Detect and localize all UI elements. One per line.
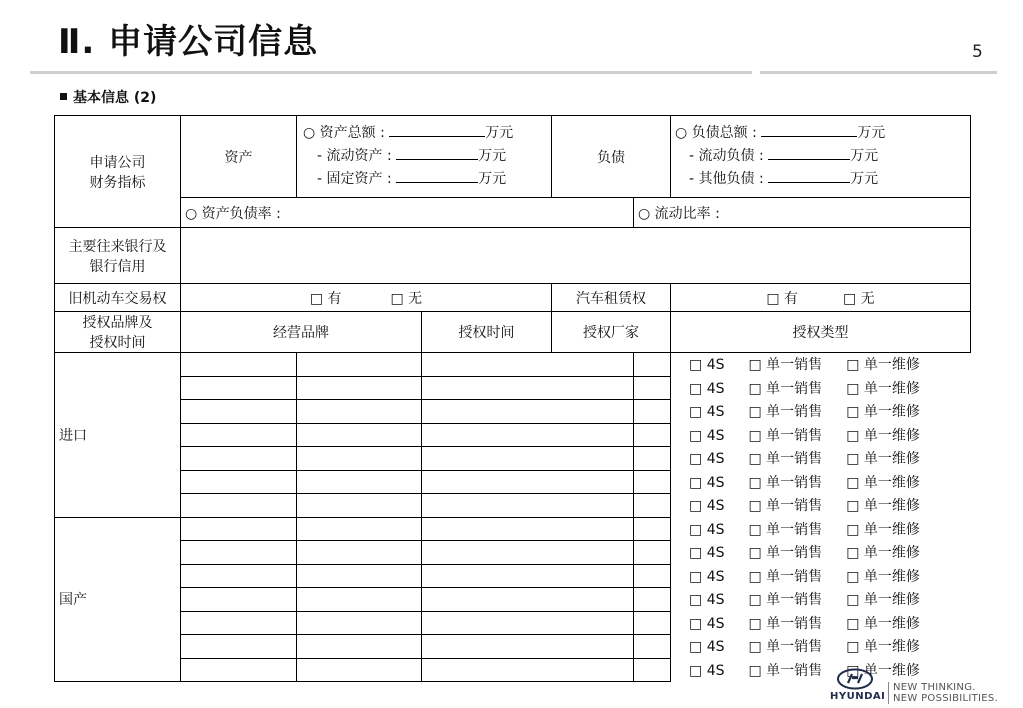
brand-cell[interactable] — [181, 541, 297, 565]
type-4s-checkbox[interactable]: □ 4S — [689, 545, 725, 562]
auth-time-cell[interactable] — [297, 541, 422, 565]
current-ratio-cell[interactable] — [634, 198, 971, 228]
current-assets-label: - 流动资产 : — [317, 148, 397, 164]
table-row — [55, 517, 971, 541]
group-label: 进口 — [55, 353, 181, 518]
type-4s-checkbox[interactable]: □ 4S — [689, 404, 725, 421]
auth-time-cell[interactable] — [297, 635, 422, 659]
total-assets-field[interactable] — [389, 122, 485, 137]
type-service-only-checkbox[interactable]: □ 单一维修 — [846, 615, 920, 632]
type-service-only-checkbox[interactable]: □ 单一维修 — [846, 380, 920, 397]
assets-fields — [297, 116, 552, 198]
table-row — [55, 470, 971, 494]
liabilities-fields — [671, 116, 971, 198]
authorization-label-2: 授权时间 — [89, 335, 146, 351]
group-label: 国产 — [55, 517, 181, 682]
auth-type-cell — [634, 376, 920, 400]
brand-cell[interactable] — [181, 611, 297, 635]
current-ratio-label: ○ 流动比率 : — [638, 205, 720, 222]
manufacturer-cell[interactable] — [422, 353, 634, 377]
brand-cell[interactable] — [181, 658, 297, 682]
auth-time-cell[interactable] — [297, 658, 422, 682]
header-manufacturer: 授权厂家 — [552, 312, 671, 353]
type-4s-checkbox[interactable]: □ 4S — [689, 427, 725, 444]
total-assets-label: ○ 资产总额 : — [303, 125, 390, 141]
rental-options — [671, 284, 971, 312]
authorization-rows — [55, 353, 971, 682]
hyundai-logo — [830, 668, 1000, 704]
type-service-only-checkbox[interactable]: □ 单一维修 — [846, 498, 920, 515]
financial-label — [55, 116, 181, 228]
manufacturer-cell[interactable] — [422, 541, 634, 565]
unit-label: 万元 — [485, 125, 514, 141]
used-car-no-checkbox[interactable]: □ 无 — [390, 290, 423, 307]
used-car-options — [181, 284, 552, 312]
tagline-line-1: NEW THINKING. — [893, 682, 976, 693]
manufacturer-cell[interactable] — [422, 658, 634, 682]
current-liabilities-label: - 流动负债 : — [689, 148, 769, 164]
type-sales-only-checkbox[interactable]: □ 单一销售 — [748, 545, 823, 562]
type-sales-only-checkbox[interactable]: □ 单一销售 — [748, 404, 823, 421]
auth-time-cell[interactable] — [297, 447, 422, 471]
type-sales-only-checkbox[interactable]: □ 单一销售 — [748, 357, 823, 374]
auth-type-cell — [634, 447, 920, 471]
bank-label — [55, 228, 181, 284]
header-divider-left — [30, 71, 752, 74]
auth-type-cell — [634, 423, 920, 447]
type-service-only-checkbox[interactable]: □ 单一维修 — [846, 592, 920, 609]
type-sales-only-checkbox[interactable]: □ 单一销售 — [748, 498, 823, 515]
brand-cell[interactable] — [181, 588, 297, 612]
header-brand: 经营品牌 — [181, 312, 422, 353]
table-row — [55, 564, 971, 588]
brand-cell[interactable] — [181, 423, 297, 447]
liabilities-label: 负债 — [552, 116, 671, 198]
auth-time-cell[interactable] — [297, 588, 422, 612]
auth-type-cell — [634, 517, 920, 541]
table-row — [55, 635, 971, 659]
used-car-label: 旧机动车交易权 — [55, 284, 181, 312]
square-bullet-icon — [60, 93, 67, 100]
auth-type-cell — [634, 588, 920, 612]
type-4s-checkbox[interactable]: □ 4S — [689, 615, 725, 632]
type-service-only-checkbox[interactable]: □ 单一维修 — [846, 662, 920, 679]
type-4s-checkbox[interactable]: □ 4S — [689, 592, 725, 609]
type-sales-only-checkbox[interactable]: □ 单一销售 — [748, 474, 823, 491]
type-4s-checkbox[interactable]: □ 4S — [689, 521, 725, 538]
type-sales-only-checkbox[interactable]: □ 单一销售 — [748, 380, 823, 397]
manufacturer-cell[interactable] — [422, 635, 634, 659]
debt-ratio-cell[interactable] — [181, 198, 634, 228]
manufacturer-cell[interactable] — [422, 494, 634, 518]
manufacturer-cell[interactable] — [422, 588, 634, 612]
type-4s-checkbox[interactable]: □ 4S — [689, 380, 725, 397]
type-service-only-checkbox[interactable]: □ 单一维修 — [846, 404, 920, 421]
auth-time-cell[interactable] — [297, 517, 422, 541]
authorization-label-1: 授权品牌及 — [82, 315, 153, 331]
type-service-only-checkbox[interactable]: □ 单一维修 — [846, 639, 920, 656]
auth-type-cell — [634, 494, 920, 518]
bank-label-2: 银行信用 — [89, 258, 146, 275]
type-sales-only-checkbox[interactable]: □ 单一销售 — [748, 662, 823, 679]
unit-label: 万元 — [478, 171, 507, 187]
table-row — [55, 588, 971, 612]
other-liabilities-label: - 其他负债 : — [689, 171, 769, 187]
brand-cell[interactable] — [181, 376, 297, 400]
table-row — [55, 541, 971, 565]
brand-cell[interactable] — [181, 400, 297, 424]
auth-time-cell[interactable] — [297, 423, 422, 447]
brand-cell[interactable] — [181, 564, 297, 588]
brand-tagline — [893, 682, 998, 704]
bank-value-cell[interactable] — [181, 228, 971, 284]
type-4s-checkbox[interactable]: □ 4S — [689, 568, 725, 585]
type-sales-only-checkbox[interactable]: □ 单一销售 — [748, 639, 823, 656]
type-sales-only-checkbox[interactable]: □ 单一销售 — [748, 521, 823, 538]
other-liabilities-field[interactable] — [768, 168, 850, 183]
brand-cell[interactable] — [181, 494, 297, 518]
table-row — [55, 447, 971, 471]
type-4s-checkbox[interactable]: □ 4S — [689, 498, 725, 515]
total-liabilities-label: ○ 负债总额 : — [675, 125, 762, 141]
auth-type-cell — [634, 400, 920, 424]
total-liabilities-field[interactable] — [761, 122, 857, 137]
tagline-line-2: NEW POSSIBILITIES. — [893, 693, 999, 704]
unit-label: 万元 — [850, 171, 879, 187]
type-4s-checkbox[interactable]: □ 4S — [689, 357, 725, 374]
logo-divider — [888, 682, 889, 704]
type-service-only-checkbox[interactable]: □ 单一维修 — [846, 568, 920, 585]
manufacturer-cell[interactable] — [422, 376, 634, 400]
brand-cell[interactable] — [181, 470, 297, 494]
rental-yes-checkbox[interactable]: □ 有 — [766, 290, 799, 307]
financial-label-1: 申请公司 — [89, 154, 146, 171]
table-row — [55, 494, 971, 518]
type-service-only-checkbox[interactable]: □ 单一维修 — [846, 521, 920, 538]
auth-type-cell — [634, 470, 920, 494]
type-4s-checkbox[interactable]: □ 4S — [689, 451, 725, 468]
bank-label-1: 主要往来银行及 — [68, 238, 167, 255]
section-title: 基本信息 (2) — [73, 90, 157, 106]
table-row — [55, 611, 971, 635]
authorization-label — [55, 312, 181, 353]
fixed-assets-field[interactable] — [396, 168, 478, 183]
brand-cell[interactable] — [181, 447, 297, 471]
page-title: Ⅱ. 申请公司信息 — [58, 22, 319, 62]
brand-cell[interactable] — [181, 517, 297, 541]
type-4s-checkbox[interactable]: □ 4S — [689, 662, 725, 679]
manufacturer-cell[interactable] — [422, 611, 634, 635]
auth-time-cell[interactable] — [297, 611, 422, 635]
auth-type-cell — [634, 635, 920, 659]
auth-type-cell — [634, 611, 920, 635]
header-auth-time: 授权时间 — [422, 312, 552, 353]
auth-type-cell — [634, 658, 920, 682]
unit-label: 万元 — [478, 148, 507, 164]
type-4s-checkbox[interactable]: □ 4S — [689, 639, 725, 656]
used-car-yes-checkbox[interactable]: □ 有 — [309, 290, 342, 307]
type-service-only-checkbox[interactable]: □ 单一维修 — [846, 427, 920, 444]
type-sales-only-checkbox[interactable]: □ 单一销售 — [748, 568, 823, 585]
auth-type-cell — [634, 564, 920, 588]
manufacturer-cell[interactable] — [422, 470, 634, 494]
manufacturer-cell[interactable] — [422, 400, 634, 424]
auth-type-cell — [634, 353, 920, 377]
auth-time-cell[interactable] — [297, 400, 422, 424]
table-row — [55, 423, 971, 447]
type-sales-only-checkbox[interactable]: □ 单一销售 — [748, 427, 823, 444]
page-number: 5 — [972, 42, 983, 62]
brand-cell[interactable] — [181, 635, 297, 659]
auth-time-cell[interactable] — [297, 353, 422, 377]
unit-label: 万元 — [850, 148, 879, 164]
manufacturer-cell[interactable] — [422, 564, 634, 588]
type-sales-only-checkbox[interactable]: □ 单一销售 — [748, 592, 823, 609]
hyundai-emblem-icon — [836, 668, 874, 690]
type-sales-only-checkbox[interactable]: □ 单一销售 — [748, 451, 823, 468]
auth-time-cell[interactable] — [297, 494, 422, 518]
table-row — [55, 376, 971, 400]
brand-name: HYUNDAI — [830, 691, 886, 702]
manufacturer-cell[interactable] — [422, 517, 634, 541]
current-liabilities-field[interactable] — [768, 145, 850, 160]
type-service-only-checkbox[interactable]: □ 单一维修 — [846, 545, 920, 562]
current-assets-field[interactable] — [396, 145, 478, 160]
table-row — [55, 353, 971, 377]
unit-label: 万元 — [857, 125, 886, 141]
financial-label-2: 财务指标 — [89, 174, 146, 191]
auth-time-cell[interactable] — [297, 564, 422, 588]
section-heading — [60, 87, 156, 107]
auth-time-cell[interactable] — [297, 470, 422, 494]
type-service-only-checkbox[interactable]: □ 单一维修 — [846, 357, 920, 374]
type-4s-checkbox[interactable]: □ 4S — [689, 474, 725, 491]
type-service-only-checkbox[interactable]: □ 单一维修 — [846, 451, 920, 468]
manufacturer-cell[interactable] — [422, 447, 634, 471]
table-row — [55, 400, 971, 424]
rental-no-checkbox[interactable]: □ 无 — [842, 290, 875, 307]
header-auth-type: 授权类型 — [671, 312, 971, 353]
rental-label: 汽车租赁权 — [552, 284, 671, 312]
fixed-assets-label: - 固定资产 : — [317, 171, 397, 187]
brand-cell[interactable] — [181, 353, 297, 377]
info-table — [54, 115, 971, 682]
manufacturer-cell[interactable] — [422, 423, 634, 447]
type-service-only-checkbox[interactable]: □ 单一维修 — [846, 474, 920, 491]
debt-ratio-label: ○ 资产负债率 : — [185, 205, 281, 222]
assets-label: 资产 — [181, 116, 297, 198]
auth-time-cell[interactable] — [297, 376, 422, 400]
auth-type-cell — [634, 541, 920, 565]
type-sales-only-checkbox[interactable]: □ 单一销售 — [748, 615, 823, 632]
header-divider-right — [760, 71, 997, 74]
